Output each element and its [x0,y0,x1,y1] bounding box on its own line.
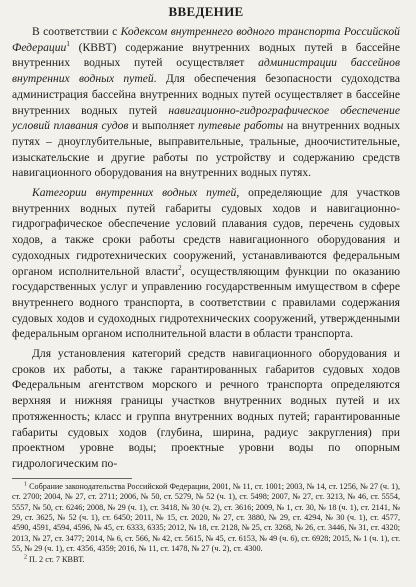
text: на внутренних водных путях – дноуглубительные, выправительные, тральные, дноочистительные, изыскательские и другие работы по устройству и содержанию средств навигационного оборудования на внутренних водных путях. [12,119,400,180]
text: . Для обеспечения безопасности судоходства администрация бассейна внутренних водных путей осуществляет в бассейне внутренних водных путей [12,72,400,117]
italic-term: Кодексом внутреннего водного транспорта Российской Федерации [12,25,400,54]
italic-term: путевые работы [197,119,284,133]
footnote-ref-1[interactable]: 1 [66,39,70,48]
text: В соответствии с [32,25,121,38]
italic-term: администрации бассейнов внутренних водных путей [12,56,400,86]
footnote-divider [12,478,132,479]
footnote-ref-2[interactable]: 2 [178,263,182,272]
text: , осуществляющим функции по оказанию государственных услуг и управлению государственным имуществом в сфере внутреннего водного транспорта, в соответствии с правилами содержания судовых ходов и судоходных гидротехнических сооружений, утвержденными федеральным органом исполнительной власти в области транспорта. [12,264,400,341]
footnote-2 [12,555,400,565]
paragraph-2 [12,185,400,342]
paragraph-3 [12,346,400,472]
footnote-number: 1 [24,480,27,487]
paragraph-1 [12,24,400,181]
page-title: ВВЕДЕНИЕ [168,4,244,19]
text: (КВВТ) содержание внутренних водных путей в бассейне внутренних водных путей осуществляет [12,40,400,70]
italic-term: навигационно-гидрографическое обеспечение условий плавания судов [12,103,400,133]
footnote-text: Собрание законодательства Российской Федерации, 2001, № 11, ст. 1001; 2003, № 14, ст. 1256, № 27 (ч. 1), ст. 2700; 2004, № 27, ст. 2711; 2006, № 50, ст. 5279, № 52 (ч. 1), ст. 5498; 2007, № 27, ст. 3213, № 46, ст. 5554, 5557, № 50, ст. 6246; 2008, № 29 (ч. 1), ст. 3418, № 30 (ч. 2), ст. 3616; 2009, № 1, ст. 30, № 18 (ч. 1), ст. 2141, № 29, ст. 3625, № 52 (ч. 1), ст. 6450; 2011, № 15, ст. 2020, № 27, ст. 3880, № 29, ст. 4294, № 30 (ч. 1), ст. 4577, 4590, 4591, 4594, 4596, № 45, ст. 6333, 6335; 2012, № 18, ст. 2128, № 25, ст. 3268, № 26, ст. 3446, № 31, ст. 4320; 2013, № 27, ст. 3477; 2014, № 6, ст. 566, № 42, ст. 5615, № 45, ст. 6153, № 49 (ч. 6), ст. 6928; 2015, № 1 (ч. 1), ст. 55, № 29 (ч. 1), ст. 4356, 4359; 2016, № 11, ст. 1478, № 27 (ч. 2), ст. 4300. [12,481,400,554]
text: Для установления категорий средств навигационного оборудования и сроков их работы, а также гарантированных габаритов судовых ходов Федеральным агентством морского и речного транспорта определяются верхняя и нижняя границы участков внутренних водных путей и их протяженность; класс и группа внутренних водных путей; гарантированные габариты судовых ходов (глубина, ширина, радиус закругления) при проектном уровне воды; проектные уровни воды по опорным гидрологическим по- [12,347,400,470]
footnote-number: 2 [24,553,27,560]
text: и выполняет [128,119,198,133]
italic-term: Категории внутренних водных путей [32,186,237,200]
footnote-1 [12,482,400,555]
text: , определяющие для участков внутренних водных путей габариты судовых ходов и навигационно-гидрографическое обеспечение условий плавания судов, перечень судовых ходов, а также сроки работы средств навигационного оборудования и судоходных гидротехнических сооружений, устанавливаются федеральным органом исполнительной власти [12,186,400,278]
footnote-text: П. 2 ст. 7 КВВТ. [27,554,85,564]
